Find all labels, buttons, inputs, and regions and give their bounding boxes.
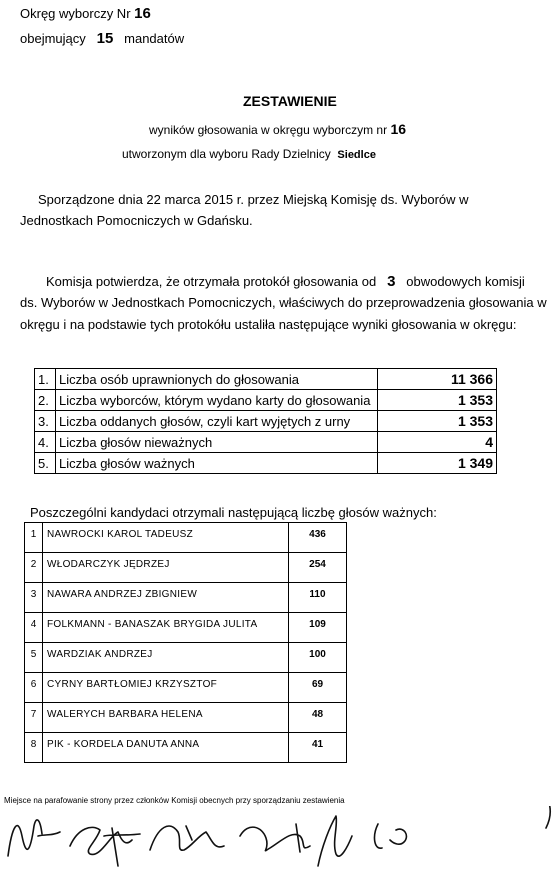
- candidate-number: 6: [25, 673, 43, 703]
- candidate-votes: 109: [289, 613, 347, 643]
- candidate-votes: 41: [289, 733, 347, 763]
- signature-3: [150, 826, 224, 850]
- row-value: 1 353: [378, 411, 497, 432]
- candidate-name: PIK - KORDELA DANUTA ANNA: [43, 733, 289, 763]
- row-value: 11 366: [378, 369, 497, 390]
- signature-1: [8, 820, 60, 856]
- row-value: 4: [378, 432, 497, 453]
- candidate-name: NAWROCKI KAROL TADEUSZ: [43, 523, 289, 553]
- table-row: [25, 613, 347, 643]
- table-row: [25, 673, 347, 703]
- subtitle-line-1: wyników głosowania w okręgu wyborczym nr 16: [149, 121, 407, 137]
- district-number: 16: [134, 5, 151, 22]
- candidate-votes: 69: [289, 673, 347, 703]
- table-row: [25, 643, 347, 673]
- confirm-line-2: ds. Wyborów w Jednostkach Pomocniczych, właściwych do przeprowadzenia głosowania w: [20, 295, 547, 310]
- candidates-table: [24, 522, 347, 763]
- table-row: [25, 553, 347, 583]
- row-number: 1.: [35, 369, 56, 390]
- confirm-line-1: Komisja potwierdza, że otrzymała protokół głosowania od 3 obwodowych komisji: [46, 273, 525, 290]
- candidate-name: CYRNY BARTŁOMIEJ KRZYSZTOF: [43, 673, 289, 703]
- candidate-number: 1: [25, 523, 43, 553]
- candidate-number: 2: [25, 553, 43, 583]
- candidates-intro: Poszczególni kandydaci otrzymali następującą liczbę głosów ważnych:: [30, 505, 437, 520]
- document-title: ZESTAWIENIE: [243, 93, 337, 109]
- row-number: 5.: [35, 453, 56, 474]
- signatures-area: [0, 806, 560, 878]
- signature-5: [318, 816, 352, 866]
- prepared-line-2: Jednostkach Pomocniczych w Gdańsku.: [20, 213, 253, 228]
- candidate-name: WARDZIAK ANDRZEJ: [43, 643, 289, 673]
- candidate-name: WŁODARCZYK JĘDRZEJ: [43, 553, 289, 583]
- signature-7: [546, 806, 550, 828]
- row-number: 2.: [35, 390, 56, 411]
- candidate-number: 4: [25, 613, 43, 643]
- candidate-votes: 110: [289, 583, 347, 613]
- signature-4: [240, 824, 310, 852]
- protocol-count: 3: [387, 273, 396, 290]
- candidate-number: 8: [25, 733, 43, 763]
- candidate-number: 5: [25, 643, 43, 673]
- table-row: [35, 432, 497, 453]
- candidate-name: FOLKMANN - BANASZAK BRYGIDA JULITA: [43, 613, 289, 643]
- table-row: [25, 703, 347, 733]
- row-value: 1 353: [378, 390, 497, 411]
- candidate-votes: 436: [289, 523, 347, 553]
- table-row: [25, 523, 347, 553]
- table-row: [35, 453, 497, 474]
- candidate-name: WALERYCH BARBARA HELENA: [43, 703, 289, 733]
- row-label: Liczba osób uprawnionych do głosowania: [56, 369, 378, 390]
- candidate-number: 3: [25, 583, 43, 613]
- candidate-votes: 48: [289, 703, 347, 733]
- row-label: Liczba głosów nieważnych: [56, 432, 378, 453]
- district-line: Okręg wyborczy Nr 16: [20, 5, 151, 22]
- signature-6: [375, 824, 407, 848]
- signature-2: [70, 827, 140, 866]
- candidate-name: NAWARA ANDRZEJ ZBIGNIEW: [43, 583, 289, 613]
- row-label: Liczba oddanych głosów, czyli kart wyjętych z urny: [56, 411, 378, 432]
- candidate-votes: 100: [289, 643, 347, 673]
- row-number: 3.: [35, 411, 56, 432]
- row-number: 4.: [35, 432, 56, 453]
- subtitle-line-2: utworzonym dla wyboru Rady Dzielnicy Siedlce: [122, 147, 376, 161]
- table-row: [35, 390, 497, 411]
- results-table: [34, 368, 497, 474]
- row-value: 1 349: [378, 453, 497, 474]
- table-row: [25, 733, 347, 763]
- mandates-line: obejmujący 15 mandatów: [20, 30, 185, 47]
- table-row: [25, 583, 347, 613]
- table-row: [35, 369, 497, 390]
- candidate-number: 7: [25, 703, 43, 733]
- district-name: Siedlce: [337, 149, 376, 161]
- row-label: Liczba wyborców, którym wydano karty do głosowania: [56, 390, 378, 411]
- mandates-count: 15: [96, 30, 114, 47]
- confirm-line-3: okręgu i na podstawie tych protokółu ustaliła następujące wyniki głosowania w okręgu:: [20, 317, 517, 332]
- candidate-votes: 254: [289, 553, 347, 583]
- row-label: Liczba głosów ważnych: [56, 453, 378, 474]
- table-row: [35, 411, 497, 432]
- footer-note: Miejsce na parafowanie strony przez członków Komisji obecnych przy sporządzaniu zestawienia: [4, 796, 345, 805]
- prepared-line-1: Sporządzone dnia 22 marca 2015 r. przez Miejską Komisję ds. Wyborów w: [38, 192, 469, 207]
